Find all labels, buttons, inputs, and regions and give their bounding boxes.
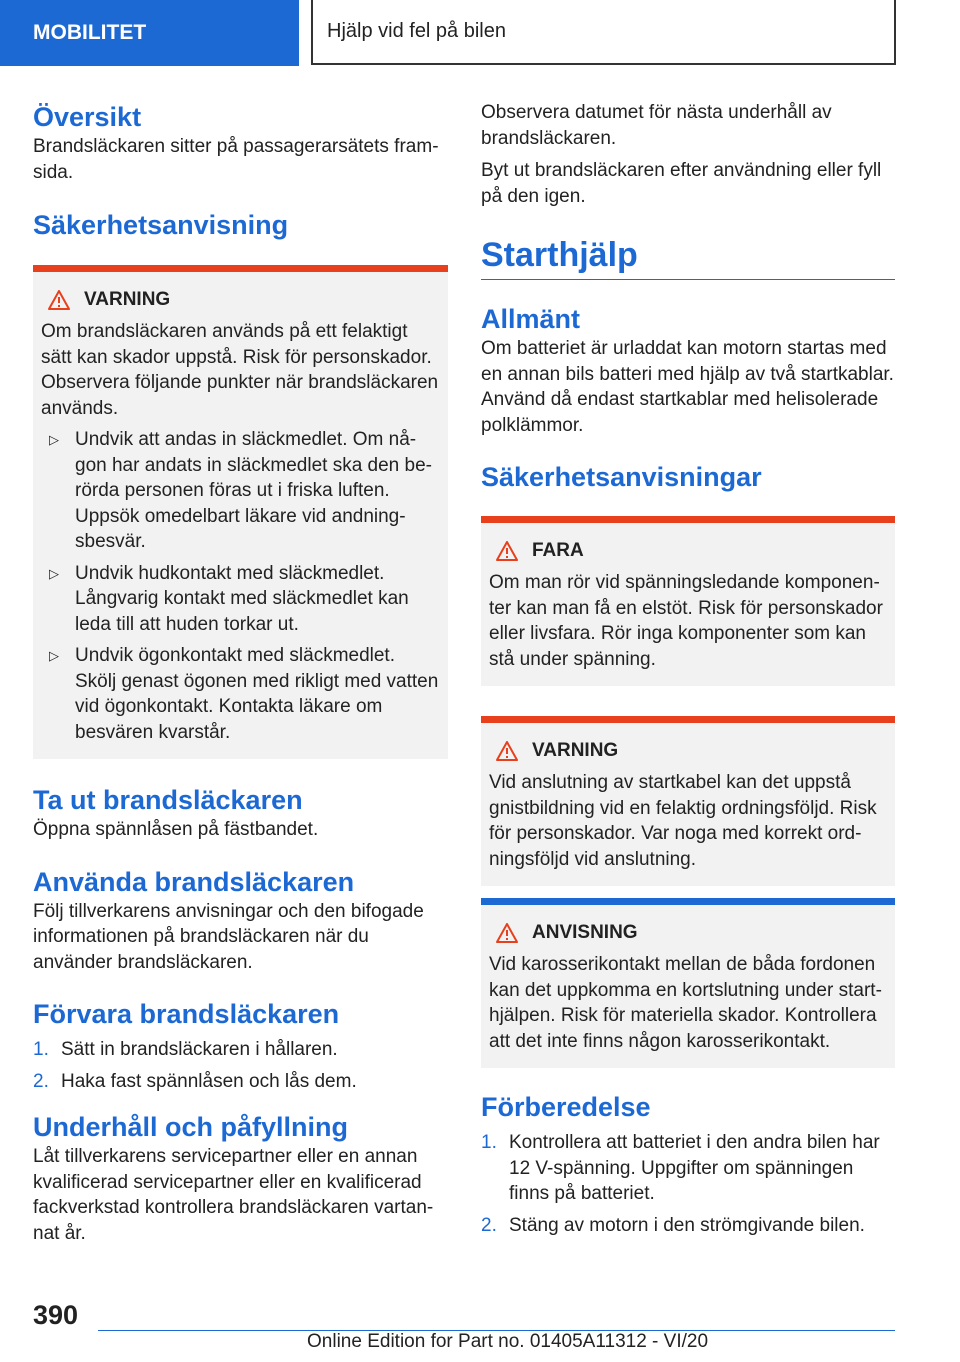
paragraph-byt-ut: Byt ut brandsläckaren efter användning eller fyll på den igen. <box>481 160 882 207</box>
list-item: 2. Haka fast spännlåsen och lås dem. <box>33 1070 357 1092</box>
forvara-steps <box>33 1037 448 1094</box>
danger-label: FARA <box>532 540 584 561</box>
list-item: ▷ Undvik hudkontakt med släckmedlet. Långvarig kontakt med släckmedlet kan leda till att huden torkar ut. <box>49 562 409 635</box>
heading-sakerhetsanvisningar: Säkerhetsanvisningar <box>481 462 762 492</box>
warning-text: Vid anslutning av startkabel kan det uppstå gnistbildning vid en felaktig ordningsföljd. Risk för personskador. Var noga med korrekt ordningsföljd vid anslutning. <box>489 772 877 870</box>
warning-triangle-icon <box>496 923 518 943</box>
list-item: ▷ Undvik att andas in släckmedlet. Om någon har andats in släckmedlet ska den berörda personen föras ut i friska luften. Uppsök omedelbart läkare vid andningsbesvär. <box>49 429 432 552</box>
paragraph-ta-ut: Öppna spännlåsen på fästbandet. <box>33 819 319 840</box>
section-tab <box>0 0 299 66</box>
paragraph-observera: Observera datumet för nästa underhåll av brandsläckaren. <box>481 102 832 149</box>
warning-list <box>41 427 440 745</box>
danger-header <box>489 538 887 564</box>
right-column <box>481 100 895 1244</box>
section-label: MOBILITET <box>33 21 147 44</box>
list-item: 1. Kontrollera att batteriet i den andra bilen har 12 V-spänning. Uppgifter om spänningen finns på batteriet. <box>481 1132 880 1204</box>
edition-text: Online Edition for Part no. 01405A11312 - VI/20 <box>307 1331 709 1352</box>
paragraph-allmant: Om batteriet är urladdat kan motorn startas med en annan bils batteri med hjälp av två startkablar. Använd då endast startkablar med helisolerade polklämmor. <box>481 338 894 436</box>
heading-starthjalp: Starthjälp <box>481 236 638 274</box>
triangle-bullet-icon: ▷ <box>49 432 59 447</box>
warning-header <box>489 738 887 764</box>
triangle-bullet-icon: ▷ <box>49 565 59 581</box>
chapter-tab <box>311 0 896 65</box>
forberedelse-steps <box>481 1130 895 1238</box>
triangle-bullet-icon: ▷ <box>49 648 59 663</box>
warning-box <box>481 716 895 886</box>
warning-triangle-icon <box>496 741 518 761</box>
warning-label: VARNING <box>84 289 171 310</box>
left-column <box>33 100 448 1246</box>
warning-triangle-icon <box>48 290 70 310</box>
chapter-label: Hjälp vid fel på bilen <box>327 20 506 42</box>
heading-sakerhetsanvisning: Säkerhetsanvisning <box>33 210 289 240</box>
paragraph-oversikt: Brandsläckaren sitter på passagerarsätets framsida. <box>33 136 439 183</box>
heading-anvanda: Använda brandsläckaren <box>33 866 355 897</box>
list-item: ▷ Undvik ögonkontakt med släckmedlet. Skölj genast ögonen med rikligt med vatten vid ögonkontakt. Kontakta läkare om besvären kvarstår. <box>49 645 439 743</box>
list-item: 1. Sätt in brandsläckaren i hållaren. <box>33 1039 338 1060</box>
warning-triangle-icon <box>496 541 518 561</box>
warning-label: VARNING <box>532 740 619 761</box>
danger-box <box>481 516 895 686</box>
notice-text: Vid karosserikontakt mellan de båda fordonen kan det uppkomma en kortslutning under starthjälpen. Risk för materiella skador. Kontrollera att det inte finns någon karosserikontakt. <box>489 954 882 1052</box>
heading-rule <box>481 279 895 280</box>
heading-forberedelse: Förberedelse <box>481 1092 651 1122</box>
heading-forvara: Förvara brandsläckaren <box>33 999 340 1029</box>
warning-header <box>41 287 440 313</box>
heading-allmant: Allmänt <box>481 304 581 334</box>
heading-oversikt: Översikt <box>33 102 142 132</box>
warning-text: Om brandsläckaren används på ett felaktigt sätt kan skador uppstå. Risk för personskador. Observera följande punkter när brandsläckaren används. <box>41 321 439 419</box>
danger-text: Om man rör vid spänningsledande komponenter kan man få en elstöt. Risk för personskador eller livsfara. Rör inga komponenter som kan stå under spänning. <box>489 572 883 670</box>
heading-underhall: Underhåll och påfyllning <box>33 1112 349 1142</box>
paragraph-underhall: Låt tillverkarens servicepartner eller en annan kvalificerad servicepartner eller en kvalificerad fackverkstad kontrollera brandsläckaren vartannat år. <box>33 1146 434 1244</box>
page-number: 390 <box>33 1300 79 1330</box>
heading-ta-ut: Ta ut brandsläckaren <box>33 785 303 815</box>
notice-box <box>481 898 895 1068</box>
notice-label: ANVISNING <box>532 922 638 943</box>
list-item: 2. Stäng av motorn i den strömgivande bilen. <box>481 1214 865 1236</box>
warning-box <box>33 265 448 759</box>
paragraph-anvanda: Följ tillverkarens anvisningar och den bifogade informationen på brandsläckaren när du använder brandsläckaren. <box>33 900 424 973</box>
notice-header <box>489 920 887 946</box>
